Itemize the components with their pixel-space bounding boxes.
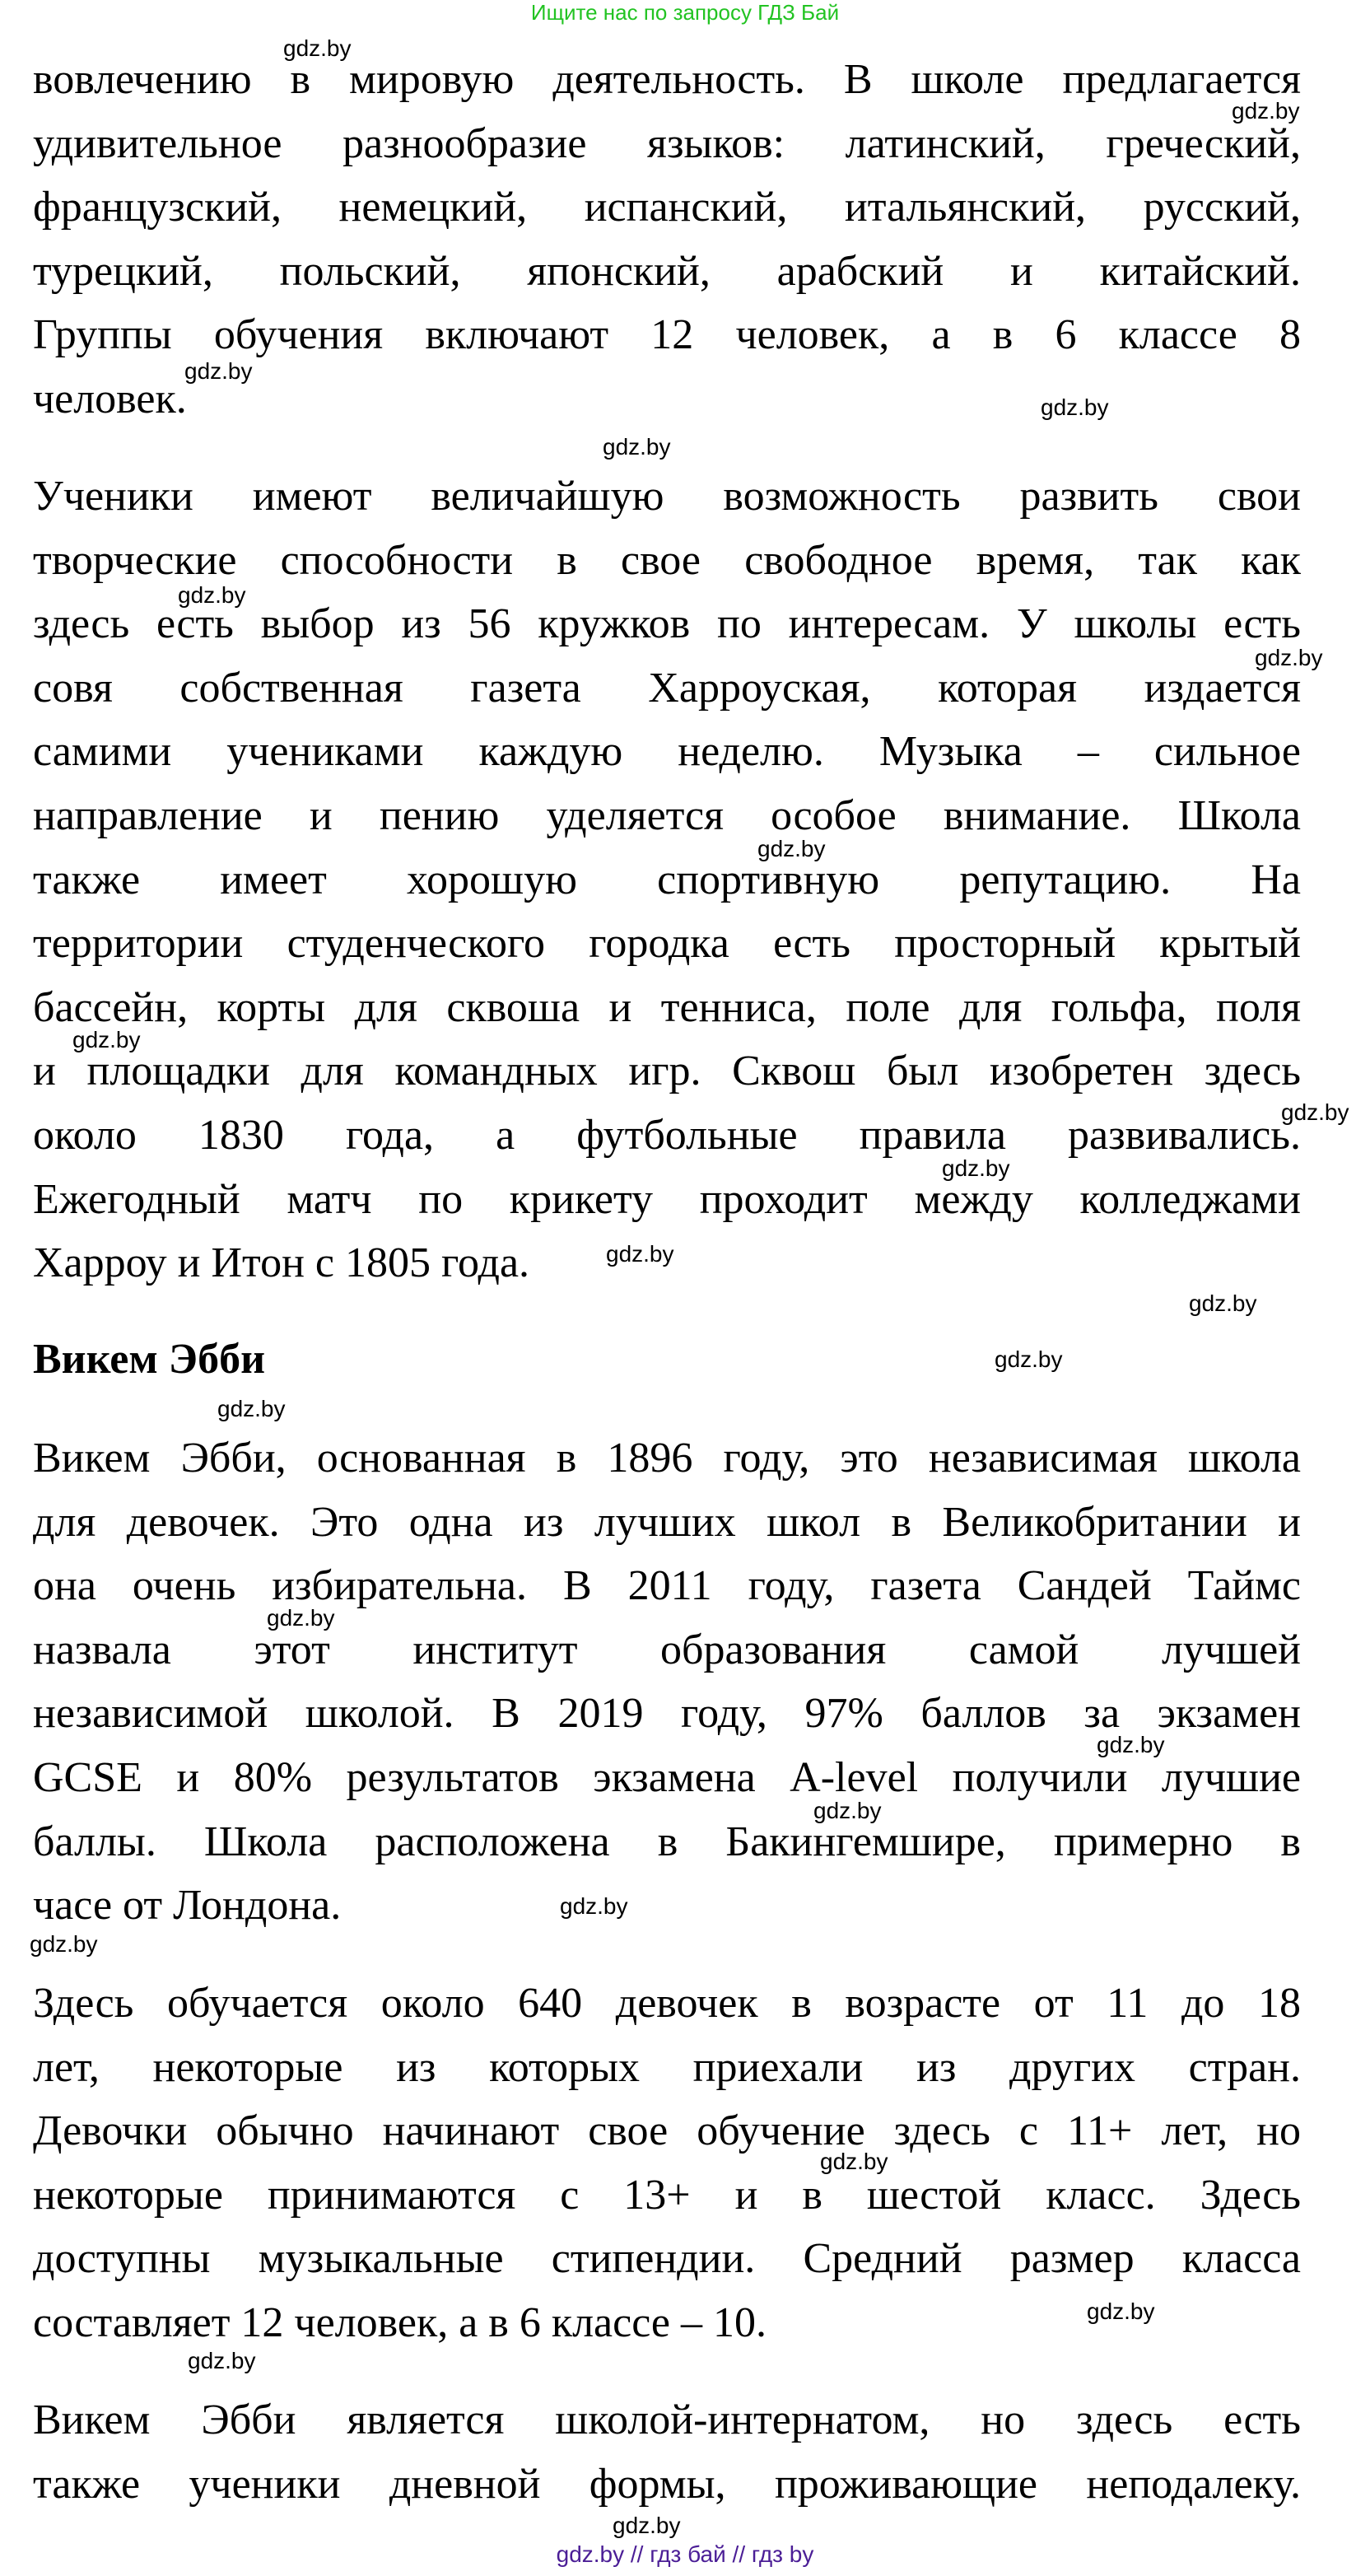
- text-line: вовлечению в мировую деятельность. В школе предлагается: [33, 56, 1301, 103]
- text-line: независимой школой. В 2019 году, 97% баллов за экзамен: [33, 1690, 1301, 1738]
- text-line: человек.: [33, 375, 187, 422]
- watermark-text: gdz.by: [1087, 2298, 1155, 2324]
- watermark-text: gdz.by: [606, 1241, 674, 1267]
- text-line: творческие способности в свое свободное время, так как: [33, 536, 1301, 584]
- text-line: Девочки обычно начинают свое обучение здесь с 11+ лет, но: [33, 2107, 1301, 2155]
- watermark-text: gdz.by: [178, 582, 246, 608]
- paragraph: [33, 1426, 1301, 1938]
- text-line: назвала этот институт образования самой лучшей: [33, 1626, 1301, 1673]
- text-line: Викем Эбби, основанная в 1896 году, это независимая школа: [33, 1435, 1301, 1482]
- text-line: бассейн, корты для сквоша и тенниса, поле для гольфа, поля: [33, 983, 1301, 1031]
- watermark-text: gdz.by: [72, 1027, 141, 1052]
- watermark-text: gdz.by: [820, 2149, 888, 2174]
- text-line: направление и пению уделяется особое внимание. Школа: [33, 791, 1301, 839]
- text-line: также ученики дневной формы, проживающие неподалеку.: [33, 2460, 1301, 2508]
- text-line: Ежегодный матч по крикету проходит между колледжами: [33, 1175, 1301, 1223]
- text-line: часе от Лондона.: [33, 1882, 342, 1930]
- paragraph: [33, 2388, 1301, 2516]
- text-line: Харроу и Итон с 1805 года.: [33, 1239, 530, 1287]
- text-line: баллы. Школа расположена в Бакингемшире, примерно в: [33, 1818, 1301, 1865]
- watermark-text: gdz.by: [184, 358, 253, 384]
- watermark-text: gdz.by: [1097, 1732, 1165, 1757]
- text-line: французский, немецкий, испанский, итальянский, русский,: [33, 184, 1301, 231]
- search-banner: Ищите нас по запросу ГДЗ Бай: [530, 0, 840, 25]
- text-line: территории студенческого городка есть просторный крытый: [33, 920, 1301, 968]
- text-line: доступны музыкальные стипендии. Средний размер класса: [33, 2235, 1301, 2283]
- watermark-text: gdz.by: [613, 2513, 681, 2538]
- watermark-text: gdz.by: [813, 1798, 882, 1823]
- watermark-text: gdz.by: [995, 1346, 1063, 1372]
- text-line: для девочек. Это одна из лучших школ в Великобритании и: [33, 1498, 1301, 1546]
- text-line: турецкий, польский, японский, арабский и китайский.: [33, 247, 1301, 295]
- text-line: около 1830 года, а футбольные правила развивались.: [33, 1111, 1301, 1159]
- text-line: составляет 12 человек, а в 6 классе – 10.: [33, 2298, 767, 2346]
- text-line: удивительное разнообразие языков: латинский, греческий,: [33, 119, 1301, 167]
- watermark-text: gdz.by: [1041, 394, 1109, 420]
- watermark-text: gdz.by: [283, 35, 352, 61]
- watermark-text: gdz.by: [188, 2348, 256, 2373]
- section-heading: Викем Эбби: [33, 1336, 266, 1383]
- watermark-text: gdz.by: [757, 836, 826, 861]
- text-line: Здесь обучается около 640 девочек в возрасте от 11 до 18: [33, 1980, 1301, 2027]
- text-line: совя собственная газета Харроуская, которая издается: [33, 664, 1301, 712]
- text-line: она очень избирательна. В 2011 году, газета Сандей Таймс: [33, 1562, 1301, 1610]
- watermark-text: gdz.by: [942, 1155, 1010, 1181]
- text-line: и площадки для командных игр. Сквош был изобретен здесь: [33, 1048, 1301, 1095]
- text-line: Ученики имеют величайшую возможность развить свои: [33, 473, 1301, 520]
- text-line: также имеет хорошую спортивную репутацию. На: [33, 856, 1301, 903]
- watermark-text: gdz.by: [217, 1396, 286, 1421]
- watermark-text: gdz.by: [1281, 1099, 1349, 1125]
- text-line: Группы обучения включают 12 человек, а в 6 классе 8: [33, 311, 1301, 359]
- footer-watermark: gdz.by // гдз бай // гдз by: [556, 2541, 814, 2567]
- text-line: лет, некоторые из которых приехали из других стран.: [33, 2043, 1301, 2091]
- watermark-text: gdz.by: [267, 1605, 335, 1631]
- text-line: некоторые принимаются с 13+ и в шестой класс. Здесь: [33, 2171, 1301, 2219]
- watermark-text: gdz.by: [1232, 98, 1300, 124]
- text-line: GCSE и 80% результатов экзамена A-level получили лучшие: [33, 1753, 1301, 1801]
- text-line: самими учениками каждую неделю. Музыка – сильное: [33, 728, 1301, 776]
- watermark-text: gdz.by: [1255, 645, 1323, 670]
- text-line: Викем Эбби является школой-интернатом, но здесь есть: [33, 2396, 1301, 2443]
- watermark-text: gdz.by: [30, 1931, 98, 1957]
- watermark-text: gdz.by: [1189, 1290, 1257, 1316]
- paragraph: [33, 1972, 1301, 2355]
- watermark-text: gdz.by: [603, 434, 671, 460]
- text-line: здесь есть выбор из 56 кружков по интересам. У школы есть: [33, 600, 1301, 648]
- watermark-text: gdz.by: [560, 1893, 628, 1919]
